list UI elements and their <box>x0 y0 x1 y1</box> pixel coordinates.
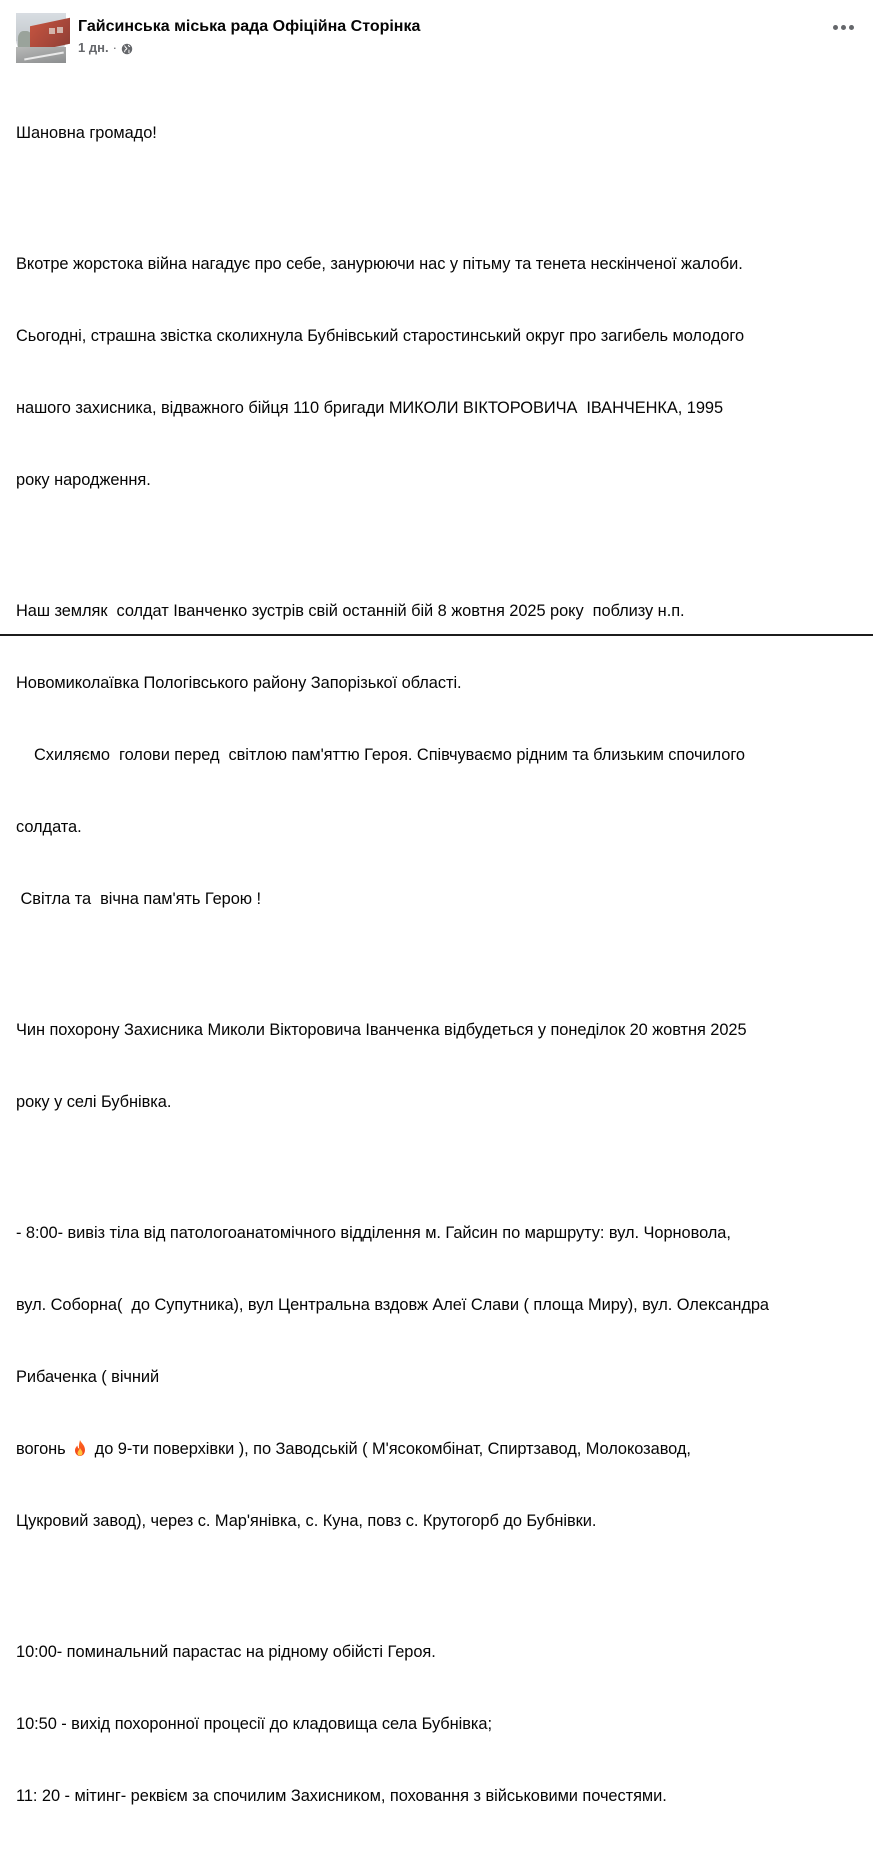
text-fragment: вогонь <box>16 1440 71 1458</box>
text-line: Шановна громадо! <box>16 124 157 142</box>
text-line: Цукровий завод), через с. Мар'янівка, с. Куна, повз с. Крутогорб до Бубнівки. <box>16 1512 597 1530</box>
text-line: солдата. <box>16 818 82 836</box>
text-line: Схиляємо голови перед світлою пам'яттю Героя. Співчуваємо рідним та близьким спочилого <box>16 746 745 764</box>
post-timestamp[interactable]: 1 дн. <box>78 40 109 55</box>
text-line: Рибаченка ( вічний <box>16 1368 160 1386</box>
page-name-link[interactable]: Гайсинська міська рада Офіційна Сторінка <box>78 18 421 35</box>
attached-media-edge[interactable] <box>0 634 873 636</box>
post-text <box>16 73 866 1867</box>
more-options-icon <box>833 25 838 30</box>
more-options-icon <box>849 25 854 30</box>
funeral-paragraph <box>16 970 866 1162</box>
text-line: Вкотре жорстока війна нагадує про себе, занурюючи нас у пітьму та тенета нескінченої жалоби. <box>16 255 743 273</box>
announcement-paragraph <box>16 204 866 540</box>
text-line: Чин похорону Захисника Миколи Вікторовича Іванченка відбудеться у понеділок 20 жовтня 2025 <box>16 1021 747 1039</box>
page-avatar[interactable] <box>16 13 66 63</box>
schedule-paragraph <box>16 1592 866 1856</box>
route-paragraph <box>16 1173 866 1581</box>
text-line: року народження. <box>16 471 151 489</box>
schedule-item: 11: 20 - мітинг- реквієм за спочилим Захисником, поховання з військовими почестями. <box>16 1787 667 1805</box>
avatar-window <box>49 28 55 34</box>
fire-emoji-icon <box>72 1439 88 1457</box>
schedule-item: 10:00- поминальний парастас на рідному обійсті Героя. <box>16 1643 436 1661</box>
meta-separator: · <box>112 40 117 55</box>
text-line: року у селі Бубнівка. <box>16 1093 172 1111</box>
header-text <box>78 13 420 57</box>
condolence-paragraph <box>16 551 866 959</box>
text-line: нашого захисника, відважного бійця 110 бригади МИКОЛИ ВІКТОРОВИЧА ІВАНЧЕНКА, 1995 <box>16 399 724 417</box>
more-options-icon <box>841 25 846 30</box>
text-fragment: до 9-ти поверхівки ), по Заводській ( М'ясокомбінат, Спиртзавод, Молокозавод, <box>90 1440 691 1458</box>
post-header <box>16 13 857 63</box>
text-line: Сьогодні, страшна звістка сколихнула Бубнівський старостинський округ про загибель молодого <box>16 327 745 345</box>
schedule-item: 10:50 - вихід похоронної процесії до кладовища села Бубнівка; <box>16 1715 492 1733</box>
greeting-paragraph <box>16 73 866 193</box>
text-line: Новомиколаївка Пологівського району Запорізької області. <box>16 674 462 692</box>
avatar-window <box>57 27 63 33</box>
text-line: вул. Соборна( до Супутника), вул Центральна вздовж Алеї Слави ( площа Миру), вул. Олександра <box>16 1296 770 1314</box>
text-line: Наш земляк солдат Іванченко зустрів свій останній бій 8 жовтня 2025 року поблизу н.п. <box>16 602 685 620</box>
globe-icon[interactable] <box>121 42 133 54</box>
text-line-with-emoji <box>16 1437 866 1461</box>
text-line: - 8:00- вивіз тіла від патологоанатомічного відділення м. Гайсин по маршруту: вул. Чорновола, <box>16 1224 731 1242</box>
post-meta <box>78 39 420 57</box>
more-options-button[interactable] <box>825 9 861 45</box>
text-line: Світла та вічна пам'ять Герою ! <box>16 890 262 908</box>
